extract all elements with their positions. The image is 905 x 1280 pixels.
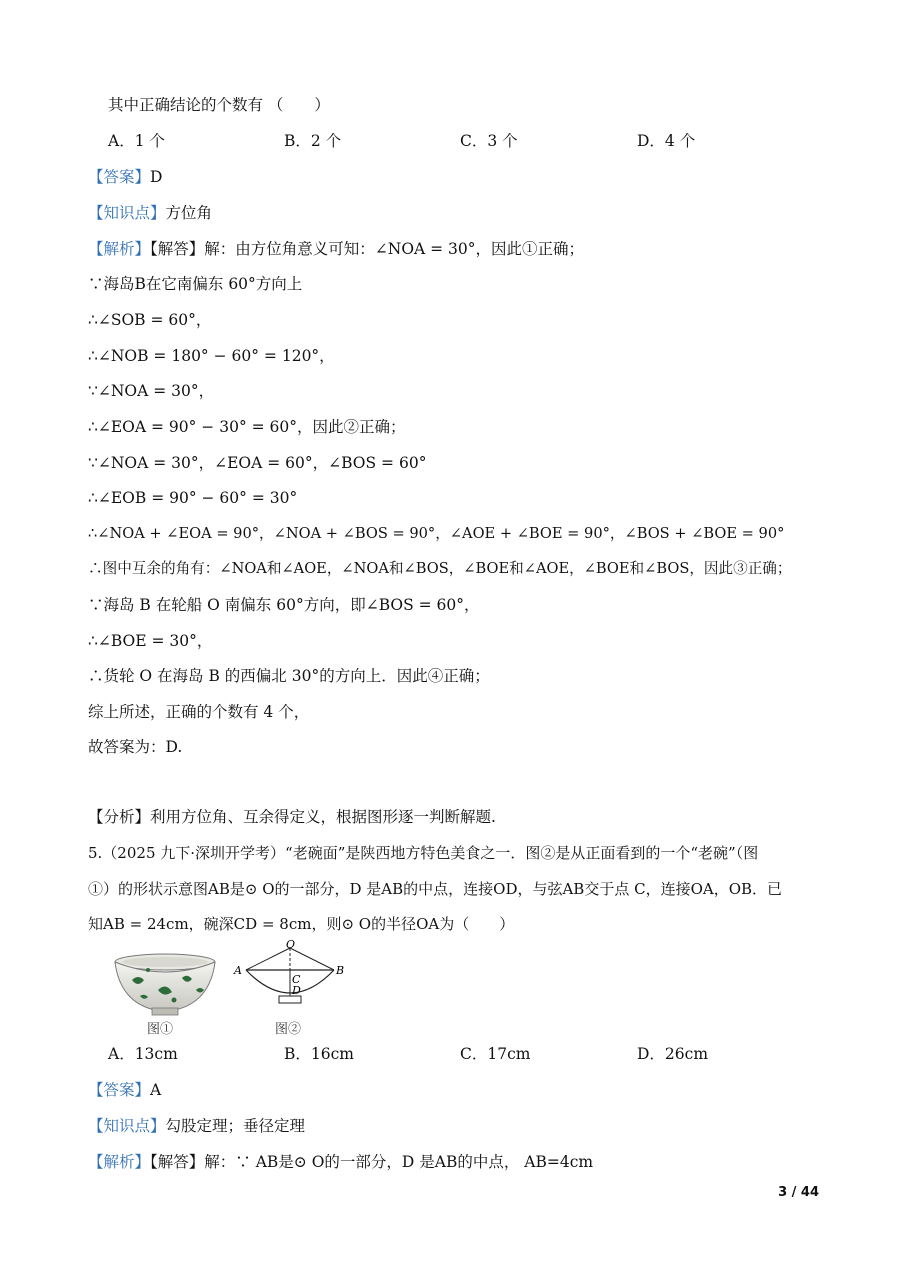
option-b: B．16cm <box>284 1045 354 1063</box>
bowl-diagram <box>230 940 350 1018</box>
option-c: C．17cm <box>460 1045 531 1063</box>
knowledge-tag: 【知识点】 <box>88 204 166 222</box>
analysis-text: 【解答】解：由方位角意义可知：∠NOA = 30°，因此①正确； <box>150 240 585 258</box>
label-o: O <box>286 940 296 951</box>
bowl-photo <box>110 950 220 1020</box>
analysis-line <box>88 238 584 260</box>
answer-row <box>88 166 162 188</box>
analysis-line: ∵海岛B在它南偏东 60°方向上 <box>88 275 303 293</box>
answer-tag: 【答案】 <box>88 1081 151 1099</box>
question-5-line: 5.（2025 九下·深圳开学考）“老碗面”是陕西地方特色美食之一．图②是从正面看到的一个“老碗”（图 <box>88 844 759 862</box>
label-b: B <box>336 964 345 977</box>
analysis-line: ∴∠NOA + ∠EOA = 90°，∠NOA + ∠BOS = 90°，∠AOE + ∠BOE = 90°，∠BOS + ∠BOE = 90° <box>88 525 785 542</box>
figure-2-caption: 图② <box>275 1022 302 1037</box>
knowledge-value: 方位角 <box>165 204 213 222</box>
label-d: D <box>292 984 301 997</box>
analysis-tag: 【解析】 <box>88 1153 151 1171</box>
option-b: B．2 个 <box>284 132 342 150</box>
analysis-tag: 【解析】 <box>88 240 151 258</box>
bowl-image <box>110 950 220 1020</box>
question-5-line: ①）的形状示意图AB是⊙ O的一部分，D 是AB的中点，连接OD，与弦AB交于点 C，连接OA，OB．已 <box>88 880 783 898</box>
option-d: D．26cm <box>637 1045 709 1063</box>
analysis-line: ∵∠NOA = 30°， <box>88 382 215 400</box>
knowledge-row <box>88 202 212 224</box>
analysis-line: 综上所述，正确的个数有 4 个， <box>88 703 310 721</box>
question-5-line: 知AB = 24cm，碗深CD = 8cm，则⊙ O的半径OA为（ ） <box>88 915 515 933</box>
analysis-line: ∴∠BOE = 30°， <box>88 632 213 650</box>
label-a: A <box>234 964 242 977</box>
fenxi-text: 利用方位角、互余得定义，根据图形逐一判断解题. <box>150 808 496 826</box>
question-stem: 其中正确结论的个数有 （ ） <box>108 96 330 114</box>
option-c: C．3 个 <box>460 132 518 150</box>
knowledge-value: 勾股定理；垂径定理 <box>165 1117 306 1135</box>
analysis-line: 故答案为：D. <box>88 738 183 756</box>
answer-value: D <box>150 168 163 186</box>
knowledge-row <box>88 1115 305 1137</box>
analysis-line: ∵∠NOA = 30°，∠EOA = 60°，∠BOS = 60° <box>88 454 427 472</box>
analysis-line: ∴∠EOB = 90° − 60° = 30° <box>88 489 298 507</box>
label-c: C <box>292 973 301 986</box>
analysis-line <box>88 1151 593 1173</box>
option-a: A．13cm <box>108 1045 178 1063</box>
answer-tag: 【答案】 <box>88 168 151 186</box>
answer-row <box>88 1079 161 1101</box>
option-a: A．1 个 <box>108 132 165 150</box>
knowledge-tag: 【知识点】 <box>88 1117 166 1135</box>
fenxi-tag: 【分析】 <box>88 808 151 826</box>
analysis-line: ∵海岛 B 在轮船 O 南偏东 60°方向，即∠BOS = 60°， <box>88 596 480 614</box>
analysis-line: ∴图中互余的角有：∠NOA和∠AOE，∠NOA和∠BOS，∠BOE和∠AOE，∠BOE和∠BOS，因此③正确； <box>88 560 792 577</box>
bowl-diagram-svg <box>230 940 350 1018</box>
option-d: D．4 个 <box>637 132 696 150</box>
analysis-line: ∴∠EOA = 90° − 30° = 60°，因此②正确； <box>88 418 406 436</box>
figure-1-caption: 图① <box>147 1022 174 1037</box>
analysis-text: 【解答】解：∵ AB是⊙ O的一部分，D 是AB的中点， AB=4cm <box>150 1153 594 1171</box>
page-number: 3 / 44 <box>778 1185 819 1200</box>
analysis-line: ∴货轮 O 在海岛 B 的西偏北 30°的方向上．因此④正确； <box>88 667 490 685</box>
analysis-line: ∴∠NOB = 180° − 60° = 120°， <box>88 347 335 365</box>
fenxi-row <box>88 806 496 828</box>
analysis-line: ∴∠SOB = 60°， <box>88 311 212 329</box>
answer-value: A <box>150 1081 162 1099</box>
